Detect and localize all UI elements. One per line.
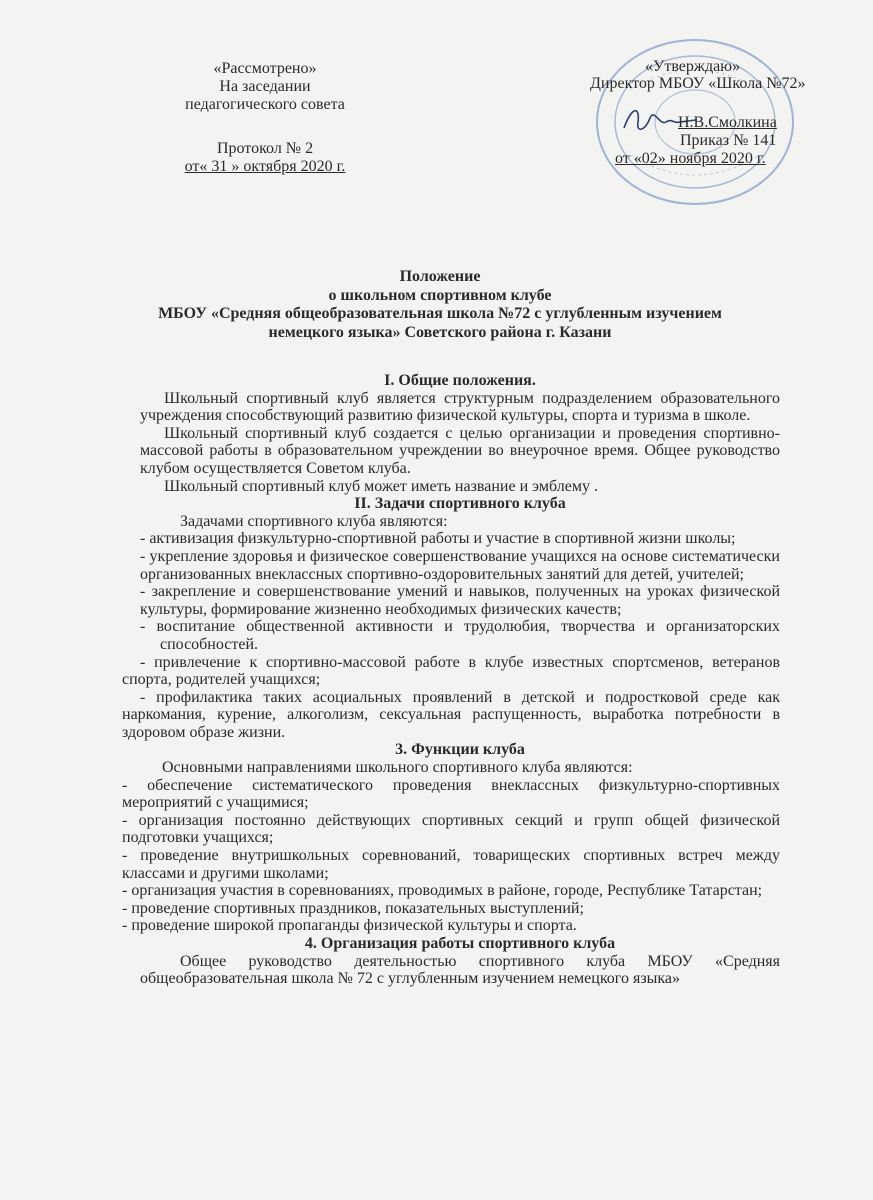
- paragraph: Общее руководство деятельностью спортивного клуба МБОУ «Средняя общеобразовательная школа № 72 с углубленным изучением немецкого языка»: [140, 952, 780, 988]
- paragraph: Основными направлениями школьного спортивного клуба являются:: [162, 759, 633, 777]
- protocol-date: от« 31 » октября 2020 г.: [184, 158, 346, 175]
- paragraph: Школьный спортивный клуб создается с целью организации и проведения спортивно-массовой работы в образовательном учреждении во внеурочное время. Общее руководство клубом осуществляется Советом клуба.: [140, 424, 780, 477]
- list-item: - профилактика таких асоциальных проявлений в детской и подростковой среде как наркомания, курение, алкоголизм, сексуальная распущенность, выработка потребности в здоровом образе жизни.: [122, 688, 780, 741]
- section-heading: II. Задачи спортивного клуба: [354, 495, 566, 513]
- list-item: - активизация физкультурно-спортивной работы и участие в спортивной жизни школы;: [140, 530, 736, 548]
- list-item: - организация постоянно действующих спортивных секций и групп общей физической подготовки учащихся;: [122, 811, 780, 847]
- list-item: - воспитание общественной активности и трудолюбия, творчества и организаторских способностей.: [140, 618, 780, 653]
- section-heading: 3. Функции клуба: [395, 741, 525, 759]
- paragraph: Школьный спортивный клуб является структурным подразделением образовательного учреждения способствующий развитию физической культуры, спорта и туризма в школе.: [140, 389, 780, 425]
- council-label: педагогического совета: [185, 96, 345, 113]
- document-title: [120, 268, 760, 342]
- meeting-label: На заседании: [219, 78, 311, 95]
- protocol-number: Протокол № 2: [216, 140, 314, 157]
- paragraph: Задачами спортивного клуба являются:: [180, 512, 448, 530]
- list-item: - проведение спортивных праздников, показательных выступлений;: [122, 899, 584, 917]
- title-line: о школьном спортивном клубе: [328, 286, 552, 304]
- list-item: - проведение внутришкольных соревнований, товарищеских спортивных встреч между классами и другими школами;: [122, 847, 780, 882]
- title-line: Положение: [399, 268, 481, 285]
- list-item: - проведение широкой пропаганды физической культуры и спорта.: [122, 917, 577, 935]
- title-line: МБОУ «Средняя общеобразовательная школа №72 с углубленным изучением: [158, 305, 722, 322]
- approve-label: «Утверждаю»: [645, 58, 741, 75]
- section-heading: 4. Организация работы спортивного клуба: [304, 935, 616, 952]
- list-item: - организация участия в соревнованиях, проводимых в районе, городе, Республике Татарстан;: [122, 882, 763, 900]
- director-name: Н.В.Смолкина: [678, 114, 777, 131]
- document-body: [122, 372, 780, 988]
- reviewed-label: «Рассмотрено»: [213, 60, 317, 77]
- order-date: от «02» ноября 2020 г.: [615, 150, 766, 167]
- order-number: Приказ № 141: [680, 132, 777, 149]
- list-item: - обеспечение систематического проведения внеклассных физкультурно-спортивных мероприятий с учащимися;: [122, 776, 780, 812]
- director-title: Директор МБОУ «Школа №72»: [590, 75, 806, 92]
- list-item: - привлечение к спортивно-массовой работе в клубе известных спортсменов, ветеранов спорта, родителей учащихся;: [122, 653, 780, 689]
- list-item: - укрепление здоровья и физическое совершенствование учащихся на основе систематически организованных внеклассных спортивно-оздоровительных занятий для детей, учителей;: [140, 547, 780, 583]
- paragraph: Школьный спортивный клуб может иметь название и эмблему .: [164, 477, 598, 495]
- title-line: немецкого языка» Советского района г. Казани: [268, 323, 612, 341]
- section-heading: I. Общие положения.: [384, 372, 536, 389]
- list-item: - закрепление и совершенствование умений и навыков, полученных на уроках физической культуры, формирование жизненно необходимых физических качеств;: [140, 583, 780, 618]
- approval-left-block: [160, 60, 370, 176]
